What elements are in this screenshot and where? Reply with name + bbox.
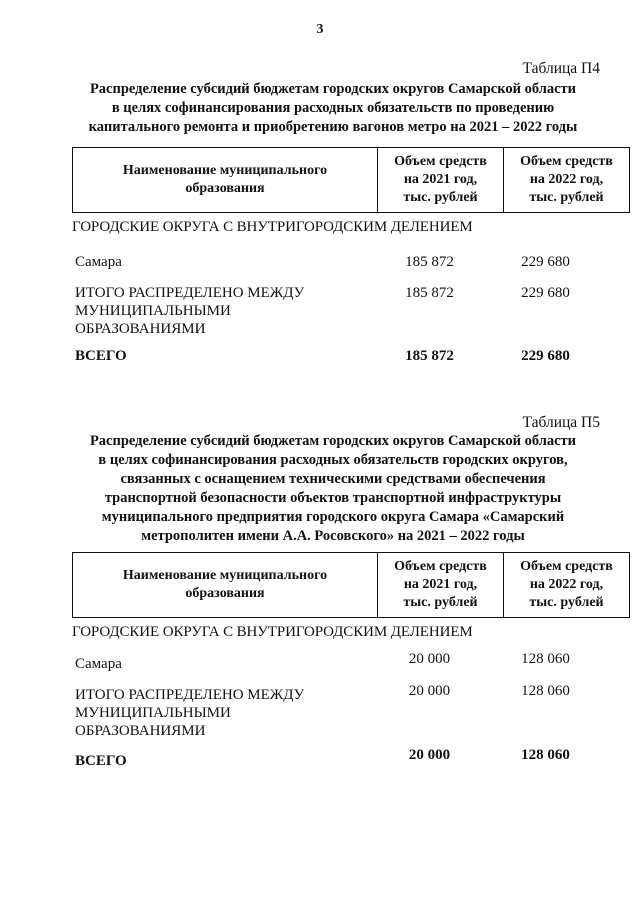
row-name-grand-total-p4: ВСЕГО bbox=[75, 348, 127, 364]
header-line: Наименование муниципального bbox=[122, 568, 328, 583]
title-line: Распределение субсидий бюджетам городских округов Самарской области bbox=[89, 81, 577, 97]
header-line: тыс. рублей bbox=[403, 190, 478, 205]
header-2021 bbox=[378, 553, 504, 618]
row-value-2021: 185 872 bbox=[405, 285, 454, 301]
header-municipality bbox=[73, 148, 378, 213]
title-line: Распределение субсидий бюджетам городских округов Самарской области bbox=[89, 433, 577, 449]
title-line: связанных с оснащением техническими средствами обеспечения bbox=[120, 471, 546, 487]
row-name-line: МУНИЦИПАЛЬНЫМИ bbox=[75, 705, 231, 721]
total-value-2021: 185 872 bbox=[405, 348, 454, 364]
total-value-2021: 20 000 bbox=[408, 747, 451, 763]
header-line: тыс. рублей bbox=[403, 595, 478, 610]
header-line: на 2021 год, bbox=[403, 172, 478, 187]
table-label-p4: Таблица П4 bbox=[522, 60, 600, 77]
title-line: муниципального предприятия городского округа Самара «Самарский bbox=[101, 509, 565, 525]
title-line: транспортной безопасности объектов транспортной инфраструктуры bbox=[104, 490, 562, 506]
title-line: в целях софинансирования расходных обязательств городских округов, bbox=[98, 452, 568, 468]
row-name-line: МУНИЦИПАЛЬНЫМИ bbox=[75, 303, 231, 319]
table-header-p4 bbox=[72, 147, 630, 213]
header-line: на 2022 год, bbox=[529, 577, 604, 592]
table-label-p5: Таблица П5 bbox=[522, 414, 600, 431]
row-value-2022: 128 060 bbox=[521, 683, 570, 699]
row-name-total-distributed-p5 bbox=[75, 686, 365, 740]
title-line: метрополитен имени А.А. Росовского» на 2021 – 2022 годы bbox=[141, 528, 525, 544]
row-value-2021: 20 000 bbox=[408, 651, 451, 667]
row-value-2022: 229 680 bbox=[521, 254, 570, 270]
row-value-2022: 128 060 bbox=[521, 651, 570, 667]
row-name-total-distributed-p4 bbox=[75, 284, 365, 338]
row-value-2021: 20 000 bbox=[408, 683, 451, 699]
header-2022 bbox=[504, 553, 630, 618]
header-line: на 2022 год, bbox=[529, 172, 604, 187]
header-line: образования bbox=[185, 181, 265, 196]
row-name-line: ИТОГО РАСПРЕДЕЛЕНО МЕЖДУ bbox=[75, 687, 305, 703]
row-value-2022: 229 680 bbox=[521, 285, 570, 301]
header-line: на 2021 год, bbox=[403, 577, 478, 592]
row-name-grand-total-p5: ВСЕГО bbox=[75, 753, 127, 769]
row-name-samara-p5: Самара bbox=[75, 656, 122, 672]
total-value-2022: 128 060 bbox=[521, 747, 570, 763]
title-line: в целях софинансирования расходных обязательств по проведению bbox=[111, 100, 555, 116]
header-line: Объем средств bbox=[520, 154, 613, 169]
group-title-p5: ГОРОДСКИЕ ОКРУГА С ВНУТРИГОРОДСКИМ ДЕЛЕНИЕМ bbox=[72, 624, 473, 640]
row-value-2021: 185 872 bbox=[405, 254, 454, 270]
title-line: капитального ремонта и приобретению вагонов метро на 2021 – 2022 годы bbox=[88, 119, 578, 135]
table-header-p5 bbox=[72, 552, 630, 618]
row-name-samara-p4: Самара bbox=[75, 254, 122, 270]
table-title-p4 bbox=[68, 80, 598, 137]
header-line: образования bbox=[185, 586, 265, 601]
header-line: Объем средств bbox=[394, 154, 487, 169]
group-title-p4: ГОРОДСКИЕ ОКРУГА С ВНУТРИГОРОДСКИМ ДЕЛЕНИЕМ bbox=[72, 219, 473, 235]
header-line: Объем средств bbox=[520, 559, 613, 574]
row-name-line: ИТОГО РАСПРЕДЕЛЕНО МЕЖДУ bbox=[75, 285, 305, 301]
header-2022 bbox=[504, 148, 630, 213]
header-line: тыс. рублей bbox=[529, 190, 604, 205]
row-name-line: ОБРАЗОВАНИЯМИ bbox=[75, 723, 206, 739]
header-line: Объем средств bbox=[394, 559, 487, 574]
table-title-p5 bbox=[68, 432, 598, 546]
header-municipality bbox=[73, 553, 378, 618]
total-value-2022: 229 680 bbox=[521, 348, 570, 364]
row-name-line: ОБРАЗОВАНИЯМИ bbox=[75, 321, 206, 337]
header-2021 bbox=[378, 148, 504, 213]
header-line: тыс. рублей bbox=[529, 595, 604, 610]
page-number: 3 bbox=[316, 22, 324, 37]
header-line: Наименование муниципального bbox=[122, 163, 328, 178]
